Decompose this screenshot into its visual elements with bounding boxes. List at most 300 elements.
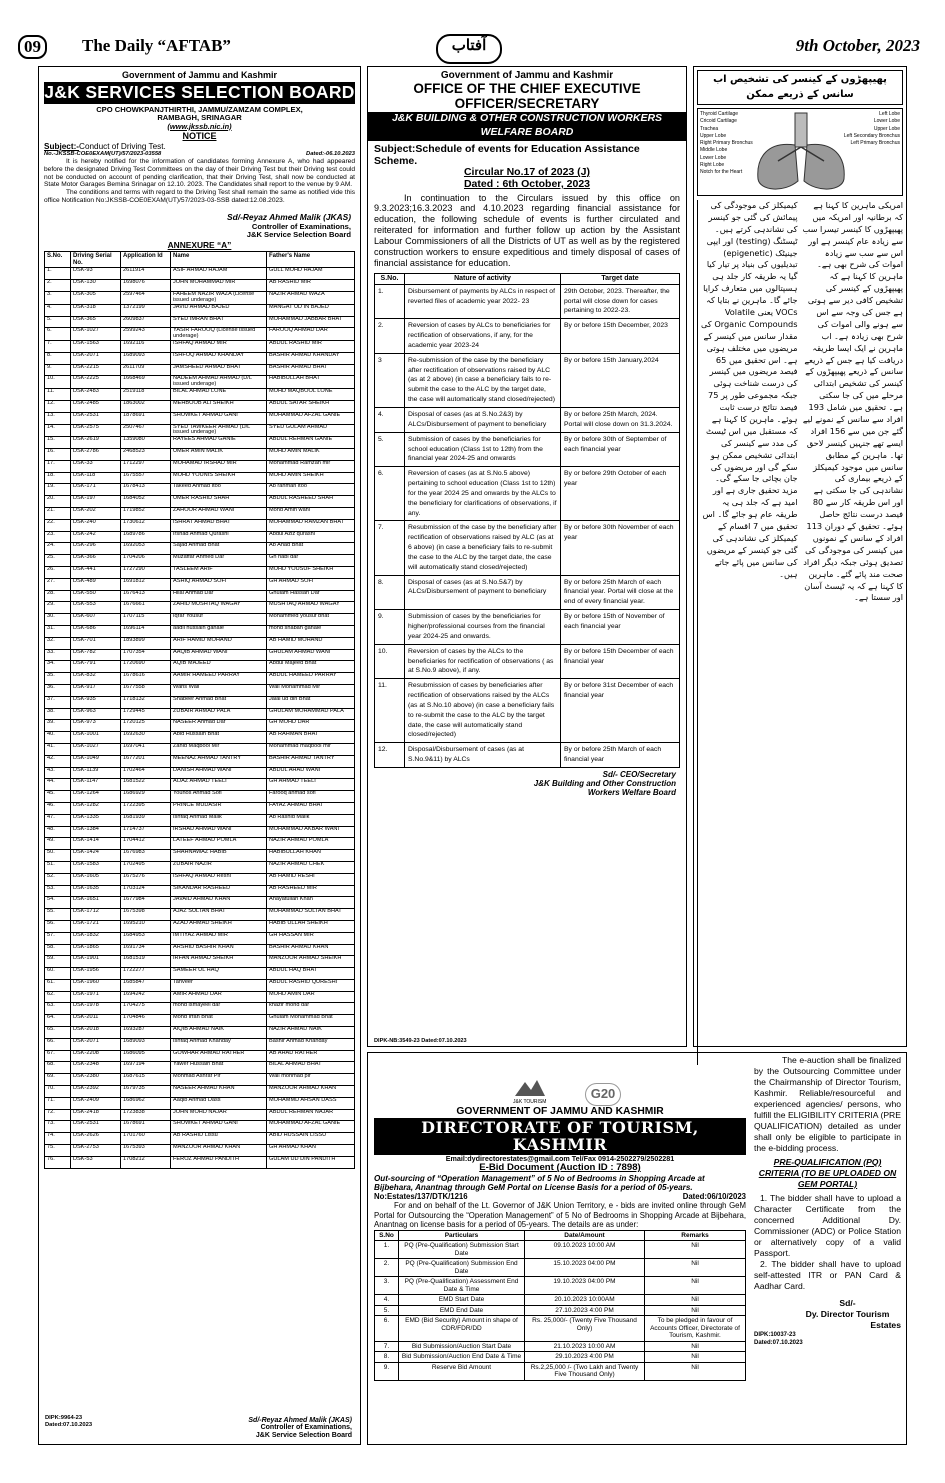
table-cell: BILAL AHMAD BHAT bbox=[267, 1062, 355, 1074]
table-cell: Mohd Irfan Bhat bbox=[171, 1015, 267, 1027]
table-cell: 1675276 bbox=[121, 873, 171, 885]
table-cell: MOHD MAQBOOL LONE bbox=[267, 389, 355, 401]
table-cell: 1677984 bbox=[121, 897, 171, 909]
table-cell: LATEEF AHMAD POMLA bbox=[171, 838, 267, 850]
table-cell: 1675393 bbox=[121, 1145, 171, 1157]
table-cell: 1678413 bbox=[121, 484, 171, 496]
reference-line: No.-JKSSB-COE0EXAM(UT)/57/2023-03558 Dated:-06.10.2023 bbox=[44, 151, 355, 158]
g20-logo: G20 bbox=[585, 1083, 622, 1106]
table-cell: ABID HUSSAIN LISSU bbox=[267, 1133, 355, 1145]
table-cell: Farooq ahmad sofi bbox=[267, 791, 355, 803]
table-row bbox=[45, 861, 355, 873]
table-cell: PQ (Pre-Qualification) Assessment End Date & Time bbox=[399, 1277, 525, 1295]
table-row bbox=[45, 920, 355, 932]
table-row bbox=[45, 389, 355, 401]
table-cell: Reversion of cases by the ALCs to the beneficiaries for rectification of observations ( as at S.No.9 above), if any. bbox=[405, 644, 561, 679]
table-cell: DSK-305 bbox=[71, 291, 121, 304]
eligibility-para: The e-auction shall be finalized by the Outsourcing Committee under the Chairmanship of Director Tourism, Kashmir. Reliable/resourceful and experienced agencies/ persons, who fulfill the ELIGIBILITY CRITERIA (PRE QUALIFICATION) detailed as under shall only be eligible to participate in the e-bidding process. bbox=[754, 1055, 901, 1153]
table-cell: Disbursement of payments by ALCs in respect of reverted files of academic year 2022- 23 bbox=[405, 284, 561, 319]
table-row bbox=[45, 649, 355, 661]
table-cell: MOHD AMIN SHEIKH bbox=[267, 472, 355, 484]
table-cell: 28. bbox=[45, 590, 71, 602]
table-row bbox=[45, 661, 355, 673]
subject-line: Subject:Schedule of events for Education Assistance Scheme. bbox=[374, 142, 640, 167]
table-row bbox=[45, 838, 355, 850]
table-cell: 1704275 bbox=[121, 1003, 171, 1015]
table-cell: NAZIR AHMAD WAZA bbox=[267, 291, 355, 304]
office-line-1: OFFICE OF THE CHIEF EXECUTIVE bbox=[413, 81, 641, 97]
table-cell: MOHAMMAD AFZAL GANIE bbox=[267, 412, 355, 424]
column-header: S.No. bbox=[375, 273, 405, 284]
table-cell: YASIR FAROOQ (License issued underage) bbox=[171, 328, 267, 341]
table-row bbox=[45, 991, 355, 1003]
table-cell: 1863002 bbox=[121, 400, 171, 412]
table-cell: Rs. 25,000/- (Twenty Five Thousand Only) bbox=[525, 1316, 645, 1341]
table-cell: 74. bbox=[45, 1133, 71, 1145]
table-row bbox=[45, 449, 355, 461]
table-cell: Nil bbox=[645, 1259, 746, 1277]
table-cell: 1696114 bbox=[121, 625, 171, 637]
table-cell: DSK-2418 bbox=[71, 1109, 121, 1121]
table-cell: SYED TAWKEER AHMAD (D/L issued underage) bbox=[171, 424, 267, 437]
table-cell: 1729445 bbox=[121, 708, 171, 720]
table-cell: 8. bbox=[45, 352, 71, 364]
table-cell: ABDUL RASHEED SHAH bbox=[267, 496, 355, 508]
table-cell: GULAM UD DIN PANDITH bbox=[267, 1156, 355, 1168]
address-line-1: CPO CHOWKPANJTHIRTHI, JAMMU/ZAMZAM COMPLEX, bbox=[96, 104, 303, 114]
table-row bbox=[45, 767, 355, 779]
table-cell: Ghulam Hassan Dar bbox=[267, 590, 355, 602]
table-cell: 39. bbox=[45, 720, 71, 732]
table-row bbox=[375, 1305, 746, 1315]
table-cell: DSK-1583 bbox=[71, 861, 121, 873]
table-cell: DSK-1264 bbox=[71, 791, 121, 803]
table-cell: 1704412 bbox=[121, 838, 171, 850]
table-cell: Re-submission of the case by the beneficiary after rectification of observations raised by ALC (as at 2 above) (in case a beneficiary fails to re-submit the case to the ALC by the target date, the case will automatically stand closed/rejected) bbox=[405, 353, 561, 407]
table-cell: 7. bbox=[375, 1341, 399, 1351]
table-cell: 4. bbox=[45, 304, 71, 316]
column-header: Particulars bbox=[399, 1231, 525, 1241]
table-cell: 1. bbox=[375, 1241, 399, 1259]
table-row bbox=[45, 932, 355, 944]
table-cell: 8. bbox=[375, 1352, 399, 1362]
table-cell: 1691734 bbox=[121, 944, 171, 956]
address-line-2: RAMBAGH, SRINAGAR bbox=[157, 113, 242, 123]
footer-signature: Sd/-Reyaz Ahmed Malik (JKAS) Controller of Examinations, J&K Service Selection Board bbox=[248, 1416, 352, 1440]
table-cell: 1719852 bbox=[121, 508, 171, 520]
table-cell: DSK-2483 bbox=[71, 389, 121, 401]
table-cell: ISHRAT AHMAD BHAT bbox=[171, 519, 267, 531]
column-header: Date/Amount bbox=[525, 1231, 645, 1241]
table-cell: 1697194 bbox=[121, 1062, 171, 1074]
table-cell: DSK-1282 bbox=[71, 802, 121, 814]
annexure-title: ANNEXURE “A” bbox=[167, 239, 232, 250]
table-cell: JAVID AHMAD BAJED bbox=[171, 304, 267, 316]
ebid-schedule-table bbox=[374, 1230, 746, 1381]
table-cell: Mohmad Ashraf Pir bbox=[171, 1074, 267, 1086]
table-cell: DSK-2225 bbox=[71, 376, 121, 389]
table-cell: 1359080 bbox=[121, 437, 171, 449]
table-cell: 65. bbox=[45, 1027, 71, 1039]
diagram-label: Upper Lobe bbox=[700, 132, 727, 139]
table-cell: khazir mohd dar bbox=[267, 1003, 355, 1015]
table-cell: DSK-202 bbox=[71, 508, 121, 520]
table-cell: DSK-2018 bbox=[71, 1027, 121, 1039]
table-cell: ASHIQ AHMAD SOFI bbox=[171, 578, 267, 590]
table-cell: PQ (Pre-Qualification) Submission Start Date bbox=[399, 1241, 525, 1259]
table-cell: 29.10.2023 4:00 PM bbox=[525, 1352, 645, 1362]
table-cell: DSK-1865 bbox=[71, 944, 121, 956]
table-cell: GULL MOHD HAJAM bbox=[267, 268, 355, 280]
table-cell: 1681519 bbox=[121, 956, 171, 968]
table-cell: AIQIB AHMAD NAIK bbox=[171, 1027, 267, 1039]
table-cell: 30. bbox=[45, 614, 71, 626]
table-cell: 3 bbox=[375, 353, 405, 407]
signature-title-1: Controller of Examinations, bbox=[251, 221, 351, 231]
table-cell: MANZOOR AHMAD KHAN bbox=[267, 1086, 355, 1098]
jk-tourism-logo: J&K TOURISM bbox=[513, 1076, 547, 1106]
table-cell: ABDUL AHAD WANI bbox=[267, 767, 355, 779]
table-cell: 1692053 bbox=[121, 543, 171, 555]
table-cell: DSK-2575 bbox=[71, 424, 121, 437]
table-cell: 1704846 bbox=[121, 1015, 171, 1027]
table-cell: 1681522 bbox=[121, 779, 171, 791]
table-row bbox=[375, 575, 680, 610]
table-cell: 72. bbox=[45, 1109, 71, 1121]
table-row bbox=[45, 376, 355, 389]
table-cell: Disposal of cases (as at S.No.5&7) by ALCs/Disbursement of payment to beneficiary bbox=[405, 575, 561, 610]
website-link[interactable]: (www.jkssb.nic.in) bbox=[167, 121, 232, 131]
table-cell: 27. bbox=[45, 578, 71, 590]
table-row bbox=[45, 909, 355, 921]
table-cell: ABDUL RASHID QURESHI bbox=[267, 979, 355, 991]
table-cell: AMIR AHMAD DAR bbox=[171, 991, 267, 1003]
table-cell: 66. bbox=[45, 1038, 71, 1050]
table-cell: 54. bbox=[45, 897, 71, 909]
table-cell: 1707354 bbox=[121, 649, 171, 661]
table-cell: 10. bbox=[375, 644, 405, 679]
table-cell: 9. bbox=[375, 1362, 399, 1380]
table-cell: By or before 29th October of each year bbox=[561, 467, 680, 521]
table-cell: Nil bbox=[645, 1352, 746, 1362]
table-cell: 1678691 bbox=[121, 1121, 171, 1133]
table-cell: RAYEES AHMAD GANIE bbox=[171, 437, 267, 449]
table-cell: 1701760 bbox=[121, 1133, 171, 1145]
table-cell: Younos Ahmad Sofi bbox=[171, 791, 267, 803]
column-header: Application Id bbox=[121, 251, 171, 267]
diagram-label: Middle Lobe bbox=[700, 147, 728, 154]
page-number: 09 bbox=[18, 35, 47, 59]
table-row bbox=[45, 684, 355, 696]
table-cell: 8. bbox=[375, 575, 405, 610]
table-cell: Nil bbox=[645, 1277, 746, 1295]
table-cell: 44. bbox=[45, 779, 71, 791]
gov-heading: GOVERNMENT OF JAMMU AND KASHMIR bbox=[456, 1106, 664, 1117]
annexure-table bbox=[44, 251, 355, 1169]
table-cell: ARSHID BASHIR KHAN bbox=[171, 944, 267, 956]
table-cell: 1722277 bbox=[121, 968, 171, 980]
table-row bbox=[45, 1086, 355, 1098]
table-cell: 10. bbox=[45, 376, 71, 389]
table-cell: DSK-1139 bbox=[71, 767, 121, 779]
table-cell: 35. bbox=[45, 673, 71, 685]
table-cell: Ab rahman itoo bbox=[267, 484, 355, 496]
table-row bbox=[45, 897, 355, 909]
table-row bbox=[45, 614, 355, 626]
table-cell: DSK-1721 bbox=[71, 920, 121, 932]
table-cell: NASEER Ahmad Dar bbox=[171, 720, 267, 732]
table-cell: DSK-2071 bbox=[71, 352, 121, 364]
table-cell: 41. bbox=[45, 743, 71, 755]
table-cell: 58. bbox=[45, 944, 71, 956]
table-cell: DSK-33 bbox=[71, 460, 121, 472]
table-cell: MOHAMMAD RAMZAN BHAT bbox=[267, 519, 355, 531]
table-cell: BASHIR AHMAD BHAT bbox=[267, 364, 355, 376]
table-cell: 4. bbox=[375, 1295, 399, 1305]
table-cell: 2507467 bbox=[121, 424, 171, 437]
table-cell: AAQIB AHMAD WANI bbox=[171, 649, 267, 661]
table-cell: 14. bbox=[45, 424, 71, 437]
directorate-title: DIRECTORATE OF TOURISM, KASHMIR bbox=[374, 1118, 746, 1156]
dipk-ref: DIPK-NB:3549-23 Dated:07.10.2023 bbox=[374, 1037, 467, 1044]
table-cell: MOHAMMAD JABBAR BHAT bbox=[267, 316, 355, 328]
table-row bbox=[45, 519, 355, 531]
table-cell: Yawer Hussain Bhat bbox=[171, 1062, 267, 1074]
table-cell: SHAHNAWAZ HABIB bbox=[171, 850, 267, 862]
board-title: J&K SERVICES SELECTION BOARD bbox=[44, 82, 355, 103]
table-cell: 2611709 bbox=[121, 364, 171, 376]
article-headline: پھیپھڑوں کے کینسر کی تشخیص اب سانس کے ذریعے ممکن bbox=[697, 70, 903, 105]
table-cell: 1686962 bbox=[121, 1097, 171, 1109]
table-row bbox=[375, 1295, 746, 1305]
table-cell: GOWHAR AHMAD RATHER bbox=[171, 1050, 267, 1062]
table-cell: Iqrar Yousuf bbox=[171, 614, 267, 626]
table-cell: Nil bbox=[645, 1362, 746, 1380]
table-cell: Mohammad Ramzan mir bbox=[267, 460, 355, 472]
tourism-ebid-notice bbox=[367, 1052, 907, 1445]
table-cell: DSK-1651 bbox=[71, 897, 121, 909]
table-row bbox=[45, 328, 355, 341]
table-cell: DSK-93 bbox=[71, 268, 121, 280]
table-cell: DSK-1712 bbox=[71, 909, 121, 921]
table-cell: By or before 25th March of each financial year. Portal will close at the end of every financial year. bbox=[561, 575, 680, 610]
table-cell: DSK-791 bbox=[71, 661, 121, 673]
table-cell: 20.10.2023 10:00AM bbox=[525, 1295, 645, 1305]
table-row bbox=[45, 732, 355, 744]
table-cell: 1727290 bbox=[121, 567, 171, 579]
table-cell: ZUBAIR AHMAD PALA bbox=[171, 708, 267, 720]
table-cell: PRINCE MUDASIR bbox=[171, 802, 267, 814]
gov-heading: Government of Jammu and Kashmir bbox=[440, 70, 614, 81]
table-cell: 09.10.2023 10:00 AM bbox=[525, 1241, 645, 1259]
table-cell: 50. bbox=[45, 850, 71, 862]
table-row bbox=[45, 1133, 355, 1145]
table-cell: Disposal of cases (as at S.No.2&3) by ALCs/Disbursement of payment to beneficiary bbox=[405, 407, 561, 432]
diagram-label: Thyroid Cartilage bbox=[700, 111, 739, 117]
table-cell: HABIBULLAH KHAN bbox=[267, 850, 355, 862]
table-cell: DSK-240 bbox=[71, 519, 121, 531]
signature-title-2: J&K Service Selection Board bbox=[246, 230, 351, 240]
table-row bbox=[45, 316, 355, 328]
table-cell: Jalal ud din Bhat bbox=[267, 696, 355, 708]
table-cell: 1. bbox=[45, 268, 71, 280]
table-row bbox=[45, 1121, 355, 1133]
table-cell: DSK-1049 bbox=[71, 755, 121, 767]
table-cell: 11. bbox=[375, 679, 405, 743]
table-cell: 1676413 bbox=[121, 590, 171, 602]
table-cell: GH AHMAD SOFI bbox=[267, 578, 355, 590]
table-cell: 4. bbox=[375, 407, 405, 432]
table-cell: DSK-701 bbox=[71, 637, 121, 649]
notice-para-2: The conditions and terms with regard to the Driving Test shall remain the same as notified vide this office Notification No:JKSSB-COE0EXAM(UT)/57/2023-03-SSB dated:12.08.2023. bbox=[44, 189, 355, 205]
table-cell: 40. bbox=[45, 732, 71, 744]
table-row bbox=[45, 1003, 355, 1015]
table-cell: 52. bbox=[45, 873, 71, 885]
table-cell: 2599243 bbox=[121, 328, 171, 341]
table-cell: 56. bbox=[45, 920, 71, 932]
table-row bbox=[45, 412, 355, 424]
table-cell: DSK-489 bbox=[71, 578, 121, 590]
column-header: Target date bbox=[561, 273, 680, 284]
table-cell: ISHFAQ AHMAD MIR bbox=[171, 341, 267, 353]
table-cell: AB RASHID MIR bbox=[267, 280, 355, 292]
article-column-2: کیمیکلز کی موجودگی کی پیمائش کی گئی جو کینسر کی نشاندہی کرتے ہیں۔ ٹیسٹنگ (testing) اور ایپی جینیٹک (epigenetic) تبدیلیوں کی بنیاد پر تیار کیا گیا یہ طریقہ کار جلد ہی ہسپتالوں میں متعارف کرایا جائے گا۔ ماہرین نے بتایا کہ VOCs یعنی Volatile Organic Compounds کی مقدار سانس میں کینسر کے مریضوں میں مختلف ہوتی ہے۔ اس تحقیق میں 65 فیصد مریضوں میں کینسر کی درست شناخت ہوئی جبکہ مجموعی طور پر 75 فیصد نتائج درست ثابت ہوئے۔ ماہرین کا کہنا ہے کہ مستقبل میں اس ٹیسٹ کی مدد سے کینسر کی ابتدائی تشخیص ممکن ہو سکے گی اور مریضوں کی جان بچائی جا سکے گی۔ مزید تحقیق جاری ہے اور امید ہے کہ جلد ہی یہ طریقہ عام ہو جائے گا۔ اس تحقیق میں 7 اقسام کے کیمیکلز کی نشاندہی کی گئی جو کینسر کے مریضوں کی سانس میں پائے جاتے ہیں۔ bbox=[697, 200, 798, 1065]
signature-block: Sd/- Dy. Director Tourism Estates bbox=[805, 1298, 901, 1330]
pq-criteria-2: 2. The bidder shall have to upload self-attested ITR or PAN Card & Aadhar Card. bbox=[754, 1259, 901, 1291]
table-row bbox=[375, 1352, 746, 1362]
table-cell: ZUBAIR NAZIR bbox=[171, 861, 267, 873]
table-cell: DSK-1384 bbox=[71, 826, 121, 838]
table-cell: DSK-832 bbox=[71, 673, 121, 685]
table-cell: 1708212 bbox=[121, 1156, 171, 1168]
table-cell: 22. bbox=[45, 519, 71, 531]
table-row bbox=[375, 610, 680, 645]
table-cell: AIJAZ AHMAD TEELI bbox=[171, 779, 267, 791]
table-cell: Sajad Ahmad Bhat bbox=[171, 543, 267, 555]
table-cell: 1677201 bbox=[121, 755, 171, 767]
table-cell: Submission of cases by the beneficiaries for higher/professional courses from the financial year 2024-25 and onwards. bbox=[405, 610, 561, 645]
table-cell: AZAD AHMAD SHEIKH bbox=[171, 920, 267, 932]
table-cell: HABIB ULLAH SHEIKH bbox=[267, 920, 355, 932]
table-cell: 42. bbox=[45, 755, 71, 767]
table-cell: 1677558 bbox=[121, 684, 171, 696]
table-cell: 1693287 bbox=[121, 1027, 171, 1039]
table-row bbox=[375, 284, 680, 319]
ebid-title: E-Bid Document (Auction ID : 7898) bbox=[479, 1162, 641, 1174]
notice-heading: NOTICE bbox=[182, 130, 217, 141]
table-cell: 76. bbox=[45, 1156, 71, 1168]
table-cell: 47. bbox=[45, 814, 71, 826]
table-cell: 5. bbox=[375, 1305, 399, 1315]
table-row bbox=[45, 437, 355, 449]
signature-block bbox=[44, 213, 355, 239]
table-cell: DSK-1335 bbox=[71, 814, 121, 826]
table-cell: 2468523 bbox=[121, 449, 171, 461]
newspaper-logo: آفتاب bbox=[436, 34, 502, 64]
table-cell: 1684953 bbox=[121, 932, 171, 944]
table-cell: 1689093 bbox=[121, 1038, 171, 1050]
table-cell: DSK-935 bbox=[71, 696, 121, 708]
table-row bbox=[45, 460, 355, 472]
table-cell: 1702464 bbox=[121, 767, 171, 779]
table-cell: DSK-2531 bbox=[71, 1121, 121, 1133]
table-cell: Gh nabi dar bbox=[267, 555, 355, 567]
table-cell: JOHN MOHD NAJAR bbox=[171, 1109, 267, 1121]
table-cell: Bid Submission/Auction Start Date bbox=[399, 1341, 525, 1351]
diagram-label: Left Primary Bronchus bbox=[850, 140, 900, 146]
table-cell: 1695210 bbox=[121, 920, 171, 932]
table-cell: BASHIR AHMAD KHAN bbox=[267, 944, 355, 956]
table-cell: 33. bbox=[45, 649, 71, 661]
table-row bbox=[375, 1277, 746, 1295]
table-cell: DSK-553 bbox=[71, 602, 121, 614]
table-cell: FAYAZ AHMAD BHAT bbox=[267, 802, 355, 814]
table-row bbox=[45, 814, 355, 826]
table-cell: DSK-917 bbox=[71, 684, 121, 696]
table-cell: DSK-296 bbox=[71, 543, 121, 555]
table-cell: AAMIR HAMEED PARRAY bbox=[171, 673, 267, 685]
table-cell: ISHFOQ AHMAD KHANDAY bbox=[171, 352, 267, 364]
table-cell: 67. bbox=[45, 1050, 71, 1062]
table-row bbox=[45, 400, 355, 412]
table-cell: DSK-2071 bbox=[71, 1038, 121, 1050]
table-cell: Tanveer bbox=[171, 979, 267, 991]
table-cell: 5. bbox=[375, 432, 405, 467]
table-cell: DSK-686 bbox=[71, 625, 121, 637]
table-cell: Ishfaq Ahmad Malik bbox=[171, 814, 267, 826]
table-cell: Hilal Ahmad Dar bbox=[171, 590, 267, 602]
table-row bbox=[45, 1062, 355, 1074]
table-cell: Wali mohmad pir bbox=[267, 1074, 355, 1086]
table-cell: 70. bbox=[45, 1086, 71, 1098]
table-cell: AB AHAD RATHER bbox=[267, 1050, 355, 1062]
table-row bbox=[45, 496, 355, 508]
table-cell: NADEEM AHMAD AHMAD (D/L issued underage) bbox=[171, 376, 267, 389]
table-cell: 32. bbox=[45, 637, 71, 649]
table-row bbox=[45, 637, 355, 649]
table-cell: 1684052 bbox=[121, 496, 171, 508]
table-cell: DSK-782 bbox=[71, 649, 121, 661]
table-cell: SHOWKET AHMAD GANI bbox=[171, 1121, 267, 1133]
table-row bbox=[45, 1038, 355, 1050]
table-cell: Waris Wali bbox=[171, 684, 267, 696]
table-cell: Reversion of cases (as at S.No.5 above) pertaining to school education (Class 1st to 12th) for the year 2024 25 and onwards by the ALCs to the beneficiary for clarifications of observations, if any. bbox=[405, 467, 561, 521]
table-cell: DSK-318 bbox=[71, 304, 121, 316]
table-row bbox=[45, 826, 355, 838]
table-cell: 59. bbox=[45, 956, 71, 968]
table-row bbox=[45, 472, 355, 484]
table-cell: 1878691 bbox=[121, 412, 171, 424]
diagram-label: Lower Lobe bbox=[700, 154, 727, 161]
office-line-2: OFFICER/SECRETARY bbox=[454, 96, 600, 112]
table-cell: 1676661 bbox=[121, 602, 171, 614]
table-row bbox=[375, 407, 680, 432]
table-cell: 1692630 bbox=[121, 732, 171, 744]
table-cell: DSK-2348 bbox=[71, 1062, 121, 1074]
table-cell: 36. bbox=[45, 684, 71, 696]
table-row bbox=[45, 873, 355, 885]
table-cell: 55. bbox=[45, 909, 71, 921]
table-cell: 37. bbox=[45, 696, 71, 708]
table-cell: To be pledged in favour of Accounts Officer, Directorate of Tourism, Kashmir. bbox=[645, 1316, 746, 1341]
table-cell: MANZOOR AHMAD KHAN bbox=[171, 1145, 267, 1157]
table-row bbox=[45, 291, 355, 304]
table-row bbox=[375, 521, 680, 575]
table-cell: 1675398 bbox=[121, 909, 171, 921]
table-cell: 71. bbox=[45, 1097, 71, 1109]
table-cell: 38. bbox=[45, 708, 71, 720]
table-cell: ABDUL REHMAN NAJAR bbox=[267, 1109, 355, 1121]
